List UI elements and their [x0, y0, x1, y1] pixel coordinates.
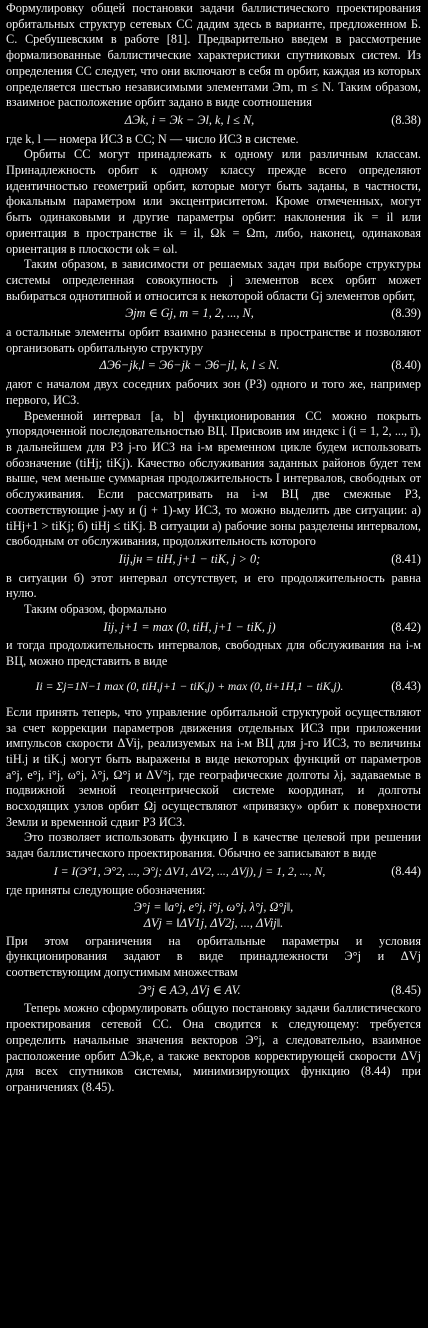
paragraph: Если принять теперь, что управление орбитальной структурой осуществляют за счет коррекции параметров движения отдельных ИСЗ при приложении импульсов скорости ΔVij, реализуемых на i-м ВЦ для j-го ИСЗ, то величины tiH.j и tiK.j могут быть выражены в виде некоторых функций от параметров a°j, e°j, i°j, ω°j, λ°j, Ω°j и ΔV°j, где географические долготы λj, задаваемые в подвижной земной геоцентрической системе координат, и долготы восходящих узлов орбит Ωj осуществляют «привязку» орбит к поверхности Земли и временной сдвиг РЗ ИСЗ. — [6, 704, 421, 829]
equation-number: (8.39) — [391, 306, 421, 321]
equation-number: (8.40) — [391, 358, 421, 373]
equation-8-40 — [6, 358, 421, 374]
equation-formula: Iij,jн = tiH, j+1 − tiK, j > 0; — [118, 551, 261, 566]
velocity-vector-definition: ΔVj = ‖ΔV1j, ΔV2j, ..., ΔVij‖. — [143, 915, 284, 930]
paragraph: Таким образом, формально — [24, 602, 167, 617]
equation-8-38 — [6, 113, 421, 129]
equation-8-41 — [6, 552, 421, 568]
equation-8-45 — [6, 983, 421, 999]
equation-formula: Iij, j+1 = max (0, tiH, j+1 − tiK, j) — [103, 619, 276, 634]
equation-8-42 — [6, 620, 421, 636]
notation-definitions — [6, 900, 421, 931]
paragraph: Временной интервал [a, b] функционирования СС можно покрыть упорядоченной последовательностью ВЦ. Присвоив им индекс i (i = 1, 2, ..., ī), в дальнейшем для РЗ j-го ИСЗ на i-м временном цикле будем использовать обозначение (tiHj; tiKj). Качество обслуживания заданных районов будет тем выше, чем меньше суммарная продолжительность I интервалов, свободных от обслуживания. Если рассматривать на i-м ВЦ две смежные РЗ, соответствующие j-му и (j + 1)-му ИСЗ, то можно выделить две ситуации: а) tiHj+1 > tiKj; б) tiHj ≤ tiKj. В ситуации а) рабочие зоны разделены интервалом, свободным от обслуживания, продолжительность которого — [6, 408, 421, 549]
orbit-element-vector-definition: Э°j = ‖a°j, e°j, i°j, ω°j, λ°j, Ω°j‖, — [133, 900, 294, 915]
paragraph: а остальные элементы орбит взаимно разнесены в пространстве и позволяют организовать орбитальную структуру — [6, 325, 421, 355]
paragraph: дают с началом двух соседних рабочих зон (РЗ) одного и того же, например первого, ИСЗ. — [6, 377, 421, 407]
paragraph: где k, l — номера ИСЗ в СС; N — число ИСЗ в системе. — [6, 131, 299, 146]
equation-number: (8.45) — [391, 982, 421, 997]
equation-number: (8.44) — [391, 863, 421, 878]
paragraph: в ситуации б) этот интервал отсутствует, и его продолжительность равна нулю. — [6, 570, 421, 601]
paragraph: Это позволяет использовать функцию I в качестве целевой при решении задач баллистического проектирования. Обычно ее записывают в виде — [6, 830, 421, 861]
paragraph: Формулировку общей постановки задачи баллистического проектирования орбитальных структур сетевых СС дадим здесь в варианте, предложенном Б. С. Сребушевским в работе [81]. Предварительно введем в рассмотрение формализованные баллистические характеристики спутниковых систем. Из определения СС следует, что они включают в себя m орбит, каждая из которых определяется шестью независимыми элементами Эm, m ≤ N. Таким образом, взаимное расположение орбит задано в виде соотношения — [6, 1, 421, 110]
equation-8-43 — [6, 672, 421, 702]
equation-number: (8.41) — [391, 551, 421, 566]
paragraph: Орбиты СС могут принадлежать к одному или различным классам. Принадлежность орбит к одному классу прежде всего определяют идентичностью геометрий орбит, которые могут быть заданы, в частности, фокальным параметром или эксцентриситетом. Кроме отмеченных, могут быть одинаковыми и другие параметры орбит: наклонения ik = il или ориентация в пространстве ik = il, Ωk = Ωm, либо, наконец, одинаковая ориентация в плоскости ωk = ωl. — [6, 147, 421, 256]
paragraph: где приняты следующие обозначения: — [6, 882, 206, 897]
equation-number: (8.42) — [391, 619, 421, 634]
equation-formula: Э°j ∈ AЭ, ΔVj ∈ AV. — [138, 982, 241, 997]
equation-number: (8.38) — [391, 112, 421, 127]
paragraph: При этом ограничения на орбитальные параметры и условия функционирования задают в виде принадлежности Э°j и ΔVj соответствующим допустимым множествам — [6, 933, 421, 980]
paragraph: Таким образом, в зависимости от решаемых задач при выборе структуры системы определенная совокупность j элементов всех орбит может выбираться однотипной и относится к некоторой области Gj элементов орбит, — [6, 257, 421, 303]
equation-8-44 — [6, 864, 421, 880]
equation-formula: Ii = Σj=1N−1 max (0, tiH,j+1 − tiK,j) + max (0, ti+1H,1 − tiK,j). — [35, 679, 344, 693]
paragraph: и тогда продолжительность интервалов, свободных для обслуживания на i-м ВЦ, можно представить в виде — [6, 638, 421, 669]
equation-number: (8.43) — [391, 678, 421, 693]
paragraph: Теперь можно сформулировать общую постановку задачи баллистического проектирования сетевой СС. Она сводится к следующему: требуется определить начальные значения векторов Э°j, а следовательно, взаимное расположение орбит ΔЭk,e, а также векторов корректирующей скорости ΔVj для всех спутников системы, минимизирующих функцию (8.44) при ограничениях (8.45). — [6, 1001, 421, 1094]
equation-8-39 — [6, 306, 421, 322]
equation-formula: ΔЭk, i = Эk − Эl, k, l ≤ N, — [124, 112, 255, 127]
equation-formula: Эjm ∈ Gj, m = 1, 2, ..., N, — [125, 306, 254, 321]
equation-formula: I = I(Э°1, Э°2, ..., Э°j; ΔV1, ΔV2, ..., ΔVj), j = 1, 2, ..., N, — [53, 863, 326, 878]
equation-formula: ΔЭ6−jk,l = Э6−jk − Э6−jl, k, l ≤ N. — [99, 358, 280, 373]
